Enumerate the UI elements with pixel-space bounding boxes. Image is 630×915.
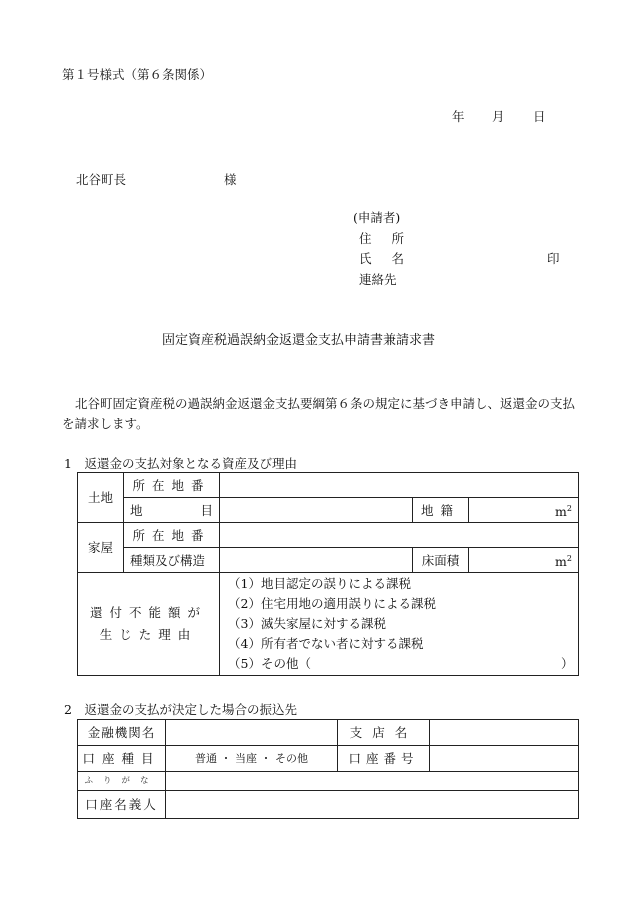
applicant-address-label: 住 所 <box>359 231 412 246</box>
bank-name-field[interactable] <box>166 720 338 746</box>
addressee: 北谷町長 <box>76 172 127 187</box>
reason-item-5[interactable]: （5）その他（ ） <box>228 656 574 671</box>
form-number: 第１号様式（第６条関係） <box>62 67 213 82</box>
floor-area-label: 床面積 <box>413 548 469 573</box>
date-year-label: 年 <box>452 109 465 124</box>
land-location-field[interactable] <box>220 473 579 498</box>
applicant-contact-label: 連絡先 <box>359 272 397 287</box>
bank-table <box>77 719 579 819</box>
reason-list <box>220 573 579 676</box>
account-number-label: 口座番号 <box>338 746 430 772</box>
chimoku-label: 地 目 <box>124 498 220 523</box>
reason-item-2[interactable]: （2）住宅用地の適用誤りによる課税 <box>228 596 436 611</box>
branch-name-field[interactable] <box>430 720 579 746</box>
account-type-options[interactable]: 普通 ・ 当座 ・ その他 <box>166 746 338 772</box>
section2-heading: 2 返還金の支払が決定した場合の振込先 <box>64 702 297 717</box>
applicant-name-label: 氏 名 <box>359 251 412 266</box>
land-label: 土地 <box>78 473 124 523</box>
bank-name-label: 金融機関名 <box>78 720 166 746</box>
date-day-label: 日 <box>533 109 546 124</box>
floor-area-field[interactable]: $m^2$ <box>469 548 579 573</box>
asset-table <box>77 472 579 676</box>
furigana-label: ふりがな <box>78 772 166 791</box>
applicant-heading: (申請者) <box>353 210 401 225</box>
reason-item-1[interactable]: （1）地目認定の誤りによる課税 <box>228 576 411 591</box>
land-location-label: 所在地番 <box>124 473 220 498</box>
seal-mark: 印 <box>547 251 560 266</box>
section1-heading: 1 返還金の支払対象となる資産及び理由 <box>64 456 297 471</box>
branch-name-label: 支店名 <box>338 720 430 746</box>
reason-item-4[interactable]: （4）所有者でない者に対する課税 <box>228 636 424 651</box>
date-month-label: 月 <box>492 109 505 124</box>
account-holder-field[interactable] <box>166 791 579 819</box>
house-location-field[interactable] <box>220 523 579 548</box>
house-location-label: 所在地番 <box>124 523 220 548</box>
kind-structure-label: 種類及び構造 <box>124 548 220 573</box>
body-text: 北谷町固定資産税の過誤納金返還金支払要綱第６条の規定に基づき申請し、返還金の支払を請求します。 <box>62 396 576 431</box>
chiseki-label: 地籍 <box>413 498 469 523</box>
house-label: 家屋 <box>78 523 124 573</box>
account-holder-label: 口座名義人 <box>78 791 166 819</box>
furigana-field[interactable] <box>166 772 579 791</box>
kind-structure-field[interactable] <box>220 548 413 573</box>
account-type-label: 口座種目 <box>78 746 166 772</box>
chiseki-field[interactable]: $m^2$ <box>469 498 579 523</box>
account-number-field[interactable] <box>430 746 579 772</box>
reason-item-3[interactable]: （3）滅失家屋に対する課税 <box>228 616 386 631</box>
chimoku-field[interactable] <box>220 498 413 523</box>
honorific: 様 <box>224 172 237 187</box>
document-title: 固定資産税過誤納金返還金支払申請書兼請求書 <box>162 333 436 348</box>
reason-label: 還付不能額が 生じた理由 <box>78 573 220 676</box>
